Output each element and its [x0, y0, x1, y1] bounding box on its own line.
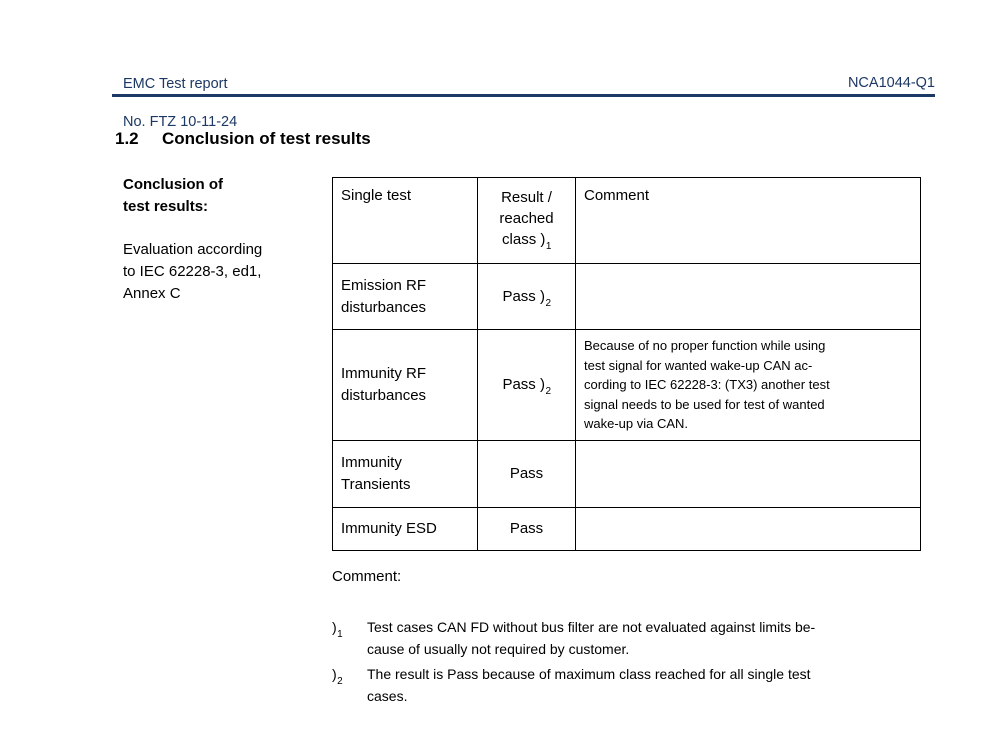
cell-single-test: Immunity Transients	[333, 440, 478, 507]
margin-note-text: Evaluation according to IEC 62228-3, ed1, Annex C	[123, 241, 263, 302]
table-row	[333, 507, 921, 550]
table-header-row	[333, 178, 921, 264]
report-title: EMC Test report	[123, 76, 228, 92]
column-header-result: Result / reached class )$_1$	[478, 178, 576, 264]
section-number: 1.2	[115, 129, 139, 148]
section-title: Conclusion of test results	[162, 129, 371, 148]
cell-comment	[576, 264, 921, 330]
footnote-marker-1: )$_1$	[332, 619, 343, 640]
footnotes-block	[332, 616, 912, 707]
document-id: NCA1044-Q1	[847, 75, 935, 91]
margin-note-label: Conclusion of test results:	[123, 176, 223, 215]
cell-result: Pass	[478, 440, 576, 507]
cell-result: Pass )$_2$	[478, 264, 576, 330]
footnote-ref-1: 1	[545, 241, 552, 253]
comment-label: Comment:	[332, 568, 402, 585]
column-header-comment: Comment	[576, 178, 921, 264]
cell-comment: Because of no proper function while using test signal for wanted wake-up CAN ac- cording to IEC 62228-3: (TX3) another test signal needs to be used for test of wanted wake-up via CAN.	[576, 330, 921, 441]
header-divider-rule	[112, 94, 935, 97]
footnote-marker-2: )$_2$	[332, 666, 343, 687]
cell-comment	[576, 507, 921, 550]
test-results-table	[332, 177, 921, 551]
footnote-1	[332, 616, 912, 660]
cell-result: Pass	[478, 507, 576, 550]
section-heading	[115, 128, 371, 150]
footnote-text-2: The result is Pass because of maximum class reached for all single test cases.	[367, 666, 811, 704]
cell-comment	[576, 440, 921, 507]
footnote-text-1: Test cases CAN FD without bus filter are not evaluated against limits be- cause of usually not required by customer.	[367, 619, 816, 657]
report-number: No. FTZ 10-11-24	[123, 114, 238, 130]
footnote-ref-2: 2	[545, 386, 552, 398]
footnote-2	[332, 663, 912, 707]
cell-result: Pass )$_2$	[478, 330, 576, 441]
table-row	[333, 264, 921, 330]
table-row	[333, 440, 921, 507]
cell-single-test: Emission RF disturbances	[333, 264, 478, 330]
table-row	[333, 330, 921, 441]
footnote-ref-2: 2	[545, 298, 552, 310]
column-header-single-test: Single test	[333, 178, 478, 264]
margin-note-block	[123, 174, 313, 305]
cell-single-test: Immunity ESD	[333, 507, 478, 550]
cell-single-test: Immunity RF disturbances	[333, 330, 478, 441]
